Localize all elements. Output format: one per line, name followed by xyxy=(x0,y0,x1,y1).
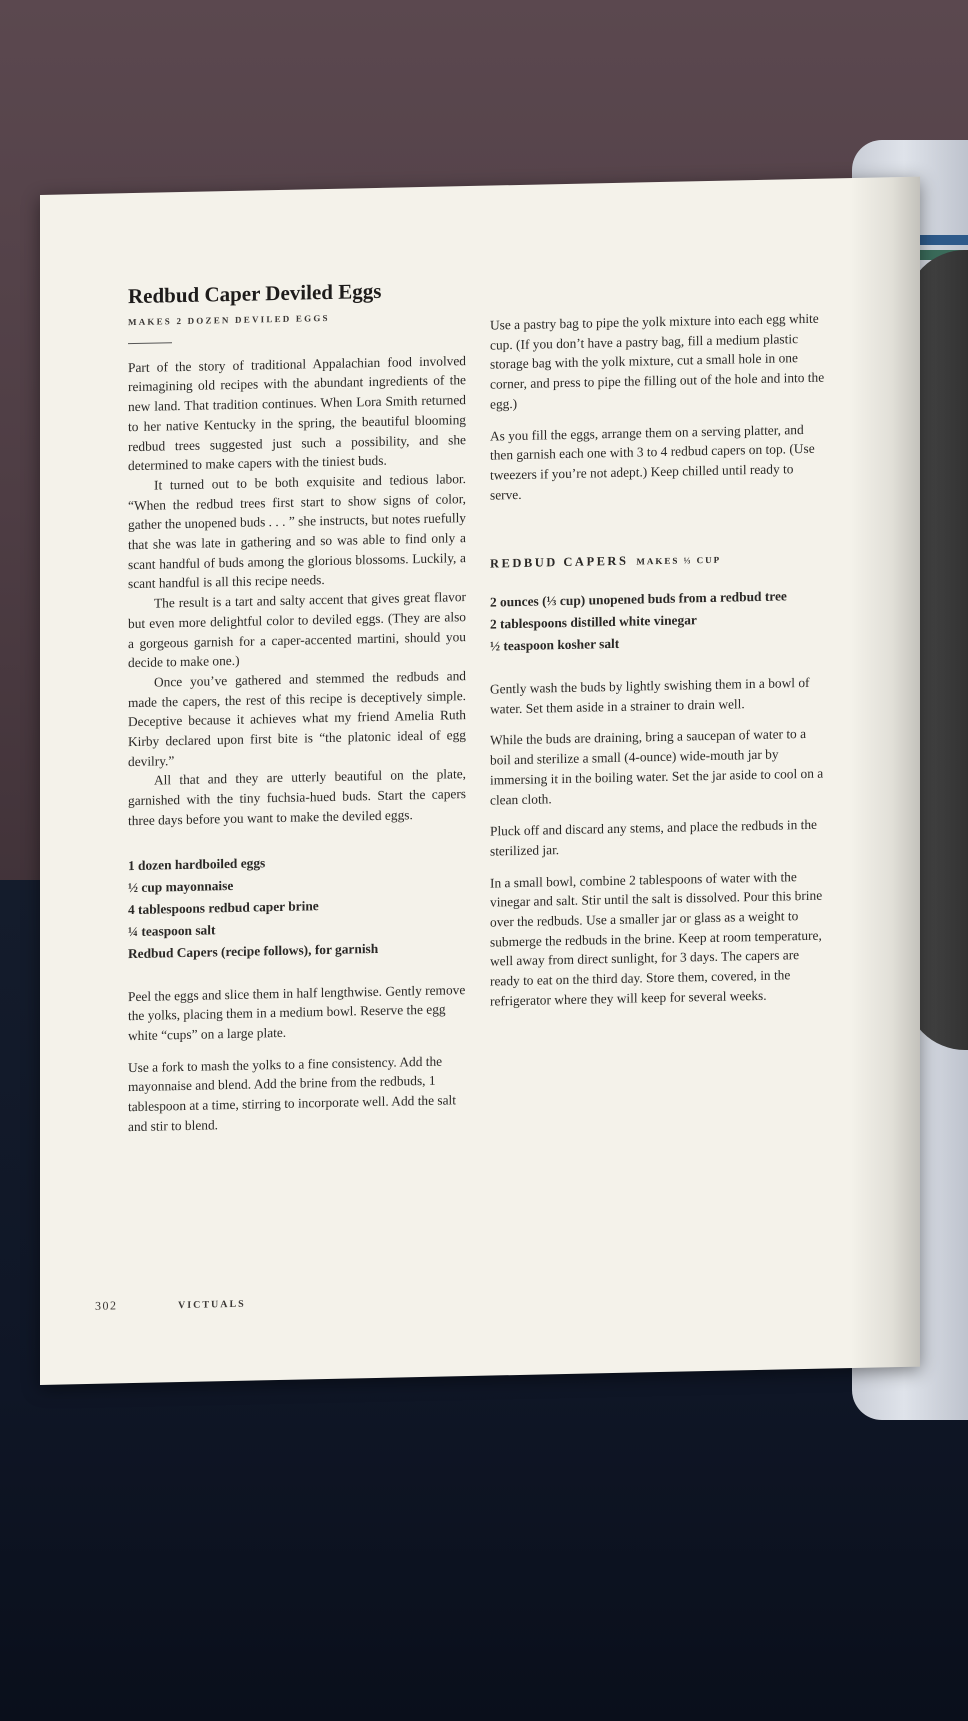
ingredient-item: 2 tablespoons distilled white vinegar xyxy=(490,612,697,632)
left-column xyxy=(128,276,466,1149)
page-number: 302 xyxy=(95,1298,118,1313)
ingredient-item: ½ teaspoon kosher salt xyxy=(490,635,620,654)
recipe-step: Use a fork to mash the yolks to a fine consistency. Add the mayonnaise and blend. Add the brine from the redbuds, 1 tablespoon at a time, stirring to incorporate well. Add the salt and stir to blend. xyxy=(128,1053,456,1134)
book-page xyxy=(40,177,920,1385)
capers-step: In a small bowl, combine 2 tablespoons of water with the vinegar and salt. Stir until the salt is dissolved. Pour this brine over the redbuds. Use a smaller jar or glass as a weight to submerge the redbuds in the brine. Keep at room temperature, well away from direct sunlight, for 3 days. The capers are ready to eat on the third day. Store them, covered, in the refrigerator where they will keep for several weeks. xyxy=(490,868,823,1009)
capers-heading xyxy=(490,548,828,576)
ingredient-item: 4 tablespoons redbud caper brine xyxy=(128,897,319,917)
recipe-step: Peel the eggs and slice them in half lengthwise. Gently remove the yolks, placing them in a medium bowl. Reserve the egg white “cups” on a large plate. xyxy=(128,981,466,1044)
page-footer xyxy=(95,1296,246,1314)
section-name: VICTUALS xyxy=(178,1298,246,1312)
intro-paragraph: The result is a tart and salty accent that gives great flavor but even more delightful color to deviled eggs. (They are also a gorgeous garnish for a caper-accented martini, should you decide to make one.) xyxy=(128,589,466,671)
recipe-title: Redbud Caper Deviled Eggs xyxy=(128,278,382,309)
intro-paragraph: All that and they are utterly beautiful on the plate, garnished with the tiny fuchsia-hued buds. Start the capers three days before you want to make the deviled eggs. xyxy=(128,766,466,829)
intro-paragraph: Once you’ve gathered and stemmed the redbuds and made the capers, the rest of this recipe is deceptively simple. Deceptive because it achieves what my friend Amelia Ruth Kirby declared upon first bite is “the platonic ideal of egg devilry.” xyxy=(128,668,466,769)
right-column xyxy=(490,308,828,1023)
capers-ingredient-list xyxy=(490,585,828,658)
capers-step: Pluck off and discard any stems, and place the redbuds in the sterilized jar. xyxy=(490,816,817,859)
ingredient-item: ½ cup mayonnaise xyxy=(128,877,234,895)
page-gutter-shadow xyxy=(850,177,920,1368)
recipe-intro xyxy=(128,351,466,831)
ingredient-item: Redbud Capers (recipe follows), for garnish xyxy=(128,940,379,961)
capers-title: REDBUD CAPERS xyxy=(490,554,629,571)
capers-step: While the buds are draining, bring a saucepan of water to a boil and sterilize a small (4-ounce) wide-mouth jar by immersing it in the boiling water. Set the jar aside to cool on a clean cloth. xyxy=(490,726,824,808)
intro-paragraph: Part of the story of traditional Appalachian food involved reimagining old recipes with the abundant ingredients of the new land. That tradition continues. When Lora Smith returned to her native Kentucky in the spring, the beautiful blooming redbud trees suggested just such a possibility, and she determined to make capers with the tiniest buds. xyxy=(128,352,466,474)
intro-paragraph: It turned out to be both exquisite and tedious labor. “When the redbud trees first start to show signs of color, gather the unopened buds . . . ” she instructs, but notes ruefully that she was late in gathering and so was able to find only a scant handful of buds among the glorious blossoms. Luckily, a scant handful is all this recipe needs. xyxy=(128,470,466,592)
ingredient-list xyxy=(128,848,466,965)
recipe-step: As you fill the eggs, arrange them on a serving platter, and then garnish each one with 3 to 4 redbud capers on top. (Use tweezers if you’re not adept.) Keep chilled until ready to serve. xyxy=(490,421,815,503)
recipe-yield: MAKES 2 DOZEN DEVILED EGGS xyxy=(128,312,330,328)
ingredient-item: ¼ teaspoon salt xyxy=(128,921,216,939)
title-rule xyxy=(128,342,172,344)
capers-step: Gently wash the buds by lightly swishing them in a bowl of water. Set them aside in a strainer to drain well. xyxy=(490,674,810,717)
ingredient-item: 1 dozen hardboiled eggs xyxy=(128,854,266,873)
ingredient-item: 2 ounces (⅓ cup) unopened buds from a redbud tree xyxy=(490,588,787,610)
capers-yield: MAKES ⅓ CUP xyxy=(636,555,722,567)
recipe-step: Use a pastry bag to pipe the yolk mixture into each egg white cup. (If you don’t have a pastry bag, fill a medium plastic storage bag with the yolk mixture, cut a small hole in one corner, and press to pipe the filling out of the hole and into the egg.) xyxy=(490,310,825,412)
